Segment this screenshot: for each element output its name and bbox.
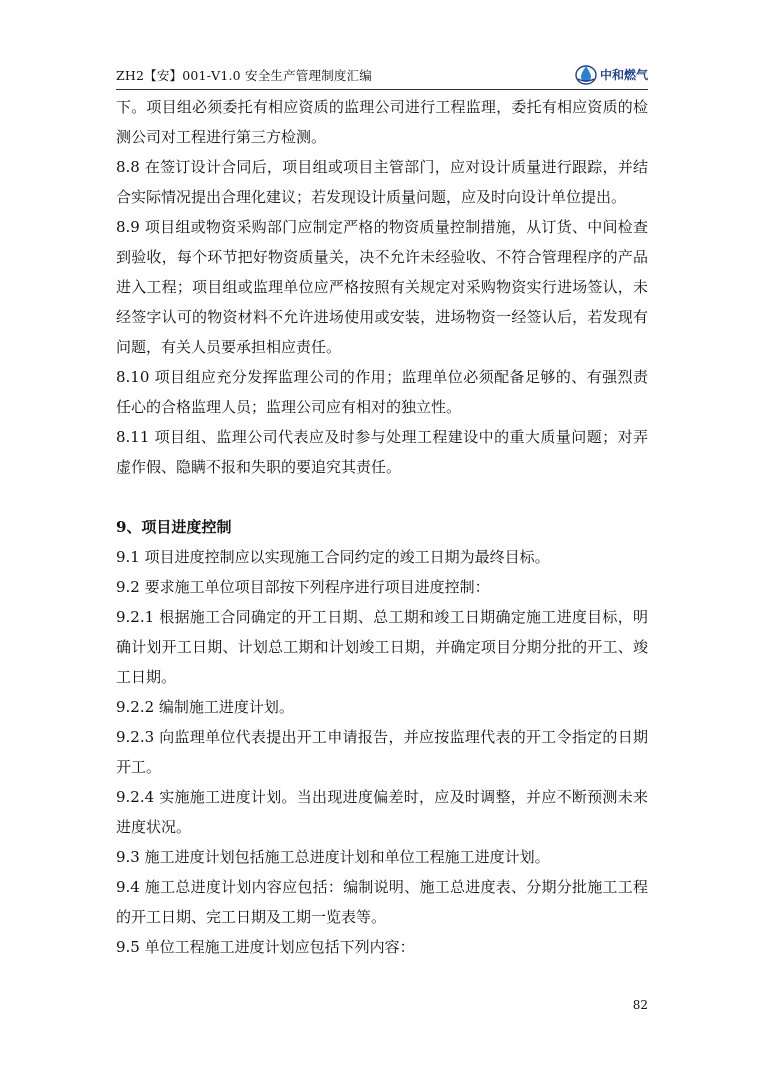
page-number: 82	[632, 998, 648, 1012]
logo-text: 中和燃气	[599, 67, 648, 82]
paragraph: 9.3 施工进度计划包括施工总进度计划和单位工程施工进度计划。	[116, 848, 550, 866]
company-logo	[575, 62, 648, 86]
page-header	[116, 62, 648, 90]
paragraph: 9.2 要求施工单位项目部按下列程序进行项目进度控制：	[116, 578, 490, 596]
paragraph: 8.9 项目组或物资采购部门应制定严格的物资质量控制措施，从订货、中间检查到验收，每个环节把好物资质量关，决不允许未经验收、不符合管理程序的产品进入工程；项目组或监理单位应严格按照有关规定对采购物资实行进场签认，未经签字认可的物资材料不允许进场使用或安装，进场物资一经签认后，若发现有问题，有关人员要承担相应责任。	[116, 218, 648, 356]
paragraph: 9.4 施工总进度计划内容应包括：编制说明、施工总进度表、分期分批施工工程的开工日期、完工日期及工期一览表等。	[116, 878, 648, 926]
paragraph: 8.8 在签订设计合同后，项目组或项目主管部门，应对设计质量进行跟踪，并结合实际情况提出合理化建议；若发现设计质量问题，应及时向设计单位提出。	[116, 158, 648, 206]
section-spacer	[116, 482, 648, 512]
droplet-logo-icon	[575, 63, 597, 85]
paragraph: 8.11 项目组、监理公司代表应及时参与处理工程建设中的重大质量问题；对弄虚作假、隐瞒不报和失职的要追究其责任。	[116, 428, 648, 476]
document-body	[116, 92, 648, 962]
paragraph: 9.2.2 编制施工进度计划。	[116, 698, 294, 716]
paragraph: 9.1 项目进度控制应以实现施工合同约定的竣工日期为最终目标。	[116, 548, 550, 566]
paragraph: 9.2.3 向监理单位代表提出开工申请报告，并应按监理代表的开工令指定的日期开工。	[116, 728, 648, 776]
paragraph: 8.10 项目组应充分发挥监理公司的作用；监理单位必须配备足够的、有强烈责任心的合格监理人员；监理公司应有相对的独立性。	[116, 368, 648, 416]
paragraph: 9.2.1 根据施工合同确定的开工日期、总工期和竣工日期确定施工进度目标，明确计划开工日期、计划总工期和计划竣工日期，并确定项目分期分批的开工、竣工日期。	[116, 608, 648, 686]
section-heading: 9、项目进度控制	[116, 518, 232, 536]
header-divider	[116, 89, 648, 90]
header-title: ZH2【安】001-V1.0 安全生产管理制度汇编	[116, 68, 373, 83]
paragraph: 下。项目组必须委托有相应资质的监理公司进行工程监理，委托有相应资质的检测公司对工程进行第三方检测。	[116, 98, 648, 146]
paragraph: 9.5 单位工程施工进度计划应包括下列内容：	[116, 938, 415, 956]
paragraph: 9.2.4 实施施工进度计划。当出现进度偏差时，应及时调整，并应不断预测未来进度状况。	[116, 788, 648, 836]
